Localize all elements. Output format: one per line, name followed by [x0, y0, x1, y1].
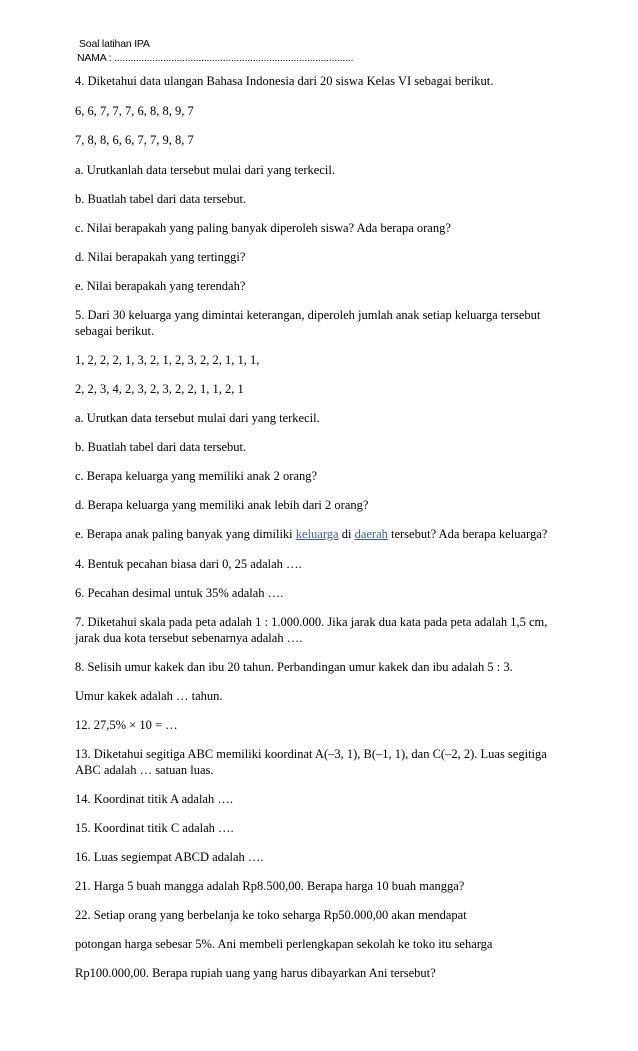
question-5-intro: 5. Dari 30 keluarga yang dimintai keterangan, diperoleh jumlah anak setiap keluarga tersebut sebagai berikut.: [75, 308, 541, 338]
question-22-line-2: potongan harga sebesar 5%. Ani membeli perlengkapan sekolah ke toko itu seharga: [75, 937, 493, 951]
question-4e: e. Nilai berapakah yang terendah?: [75, 279, 246, 293]
question-16: 16. Luas segiempat ABCD adalah ….: [75, 850, 264, 864]
question-5e-after: tersebut? Ada berapa keluarga?: [387, 527, 548, 541]
question-map-scale: 7. Diketahui skala pada peta adalah 1 : 1.000.000. Jika jarak dua kata pada peta adalah 1,5 cm, jarak dua kota tersebut sebenarnya adalah ….: [75, 615, 548, 645]
question-13: 13. Diketahui segitiga ABC memiliki koordinat A(–3, 1), B(–1, 1), dan C(–2, 2). Luas segitiga ABC adalah … satuan luas.: [75, 747, 547, 777]
keluarga-link[interactable]: keluarga: [295, 527, 339, 541]
question-4d: d. Nilai berapakah yang tertinggi?: [75, 250, 246, 264]
question-5e: [75, 526, 575, 542]
question-15: 15. Koordinat titik C adalah ….: [75, 821, 234, 835]
question-4-intro: 4. Diketahui data ulangan Bahasa Indonesia dari 20 siswa Kelas VI sebagai berikut.: [75, 74, 494, 88]
question-22-line-1: 22. Setiap orang yang berbelanja ke toko seharga Rp50.000,00 akan mendapat: [75, 908, 467, 922]
question-5b: b. Buatlah tabel dari data tersebut.: [75, 440, 247, 454]
question-22-line-3: Rp100.000,00. Berapa rupiah uang yang harus dibayarkan Ani tersebut?: [75, 966, 436, 980]
question-5c: c. Berapa keluarga yang memiliki anak 2 orang?: [75, 469, 318, 483]
name-field-line: NAMA : ........................................................................................: [77, 52, 354, 64]
question-21: 21. Harga 5 buah mangga adalah Rp8.500,00. Berapa harga 10 buah mangga?: [75, 879, 465, 893]
data-row-1: 6, 6, 7, 7, 7, 6, 8, 8, 9, 7: [75, 104, 194, 118]
question-12: 12. 27,5% × 10 = …: [75, 718, 178, 732]
question-5d: d. Berapa keluarga yang memiliki anak lebih dari 2 orang?: [75, 498, 369, 512]
data-row-2: 7, 8, 8, 6, 6, 7, 7, 9, 8, 7: [75, 133, 194, 147]
worksheet-title: Soal latihan IPA: [79, 38, 150, 50]
question-14: 14. Koordinat titik A adalah ….: [75, 792, 233, 806]
question-4b: b. Buatlah tabel dari data tersebut.: [75, 192, 247, 206]
question-decimal: 6. Pecahan desimal untuk 35% adalah ….: [75, 586, 284, 600]
question-fraction: 4. Bentuk pecahan biasa dari 0, 25 adalah ….: [75, 557, 302, 571]
question-5e-middle: di: [338, 527, 355, 541]
family-data-row-2: 2, 2, 3, 4, 2, 3, 2, 3, 2, 2, 1, 1, 2, 1: [75, 382, 244, 396]
question-age-answer: Umur kakek adalah … tahun.: [75, 689, 223, 703]
question-5e-before: e. Berapa anak paling banyak yang dimiliki: [75, 527, 296, 541]
daerah-link[interactable]: daerah: [354, 527, 388, 541]
question-4a: a. Urutkanlah data tersebut mulai dari yang terkecil.: [75, 163, 335, 177]
family-data-row-1: 1, 2, 2, 2, 1, 3, 2, 1, 2, 3, 2, 2, 1, 1, 1,: [75, 353, 260, 367]
document-header: [77, 37, 353, 65]
question-5a: a. Urutkan data tersebut mulai dari yang terkecil.: [75, 411, 320, 425]
question-4c: c. Nilai berapakah yang paling banyak diperoleh siswa? Ada berapa orang?: [75, 221, 451, 235]
question-age-ratio: 8. Selisih umur kakek dan ibu 20 tahun. Perbandingan umur kakek dan ibu adalah 5 : 3.: [75, 660, 513, 674]
